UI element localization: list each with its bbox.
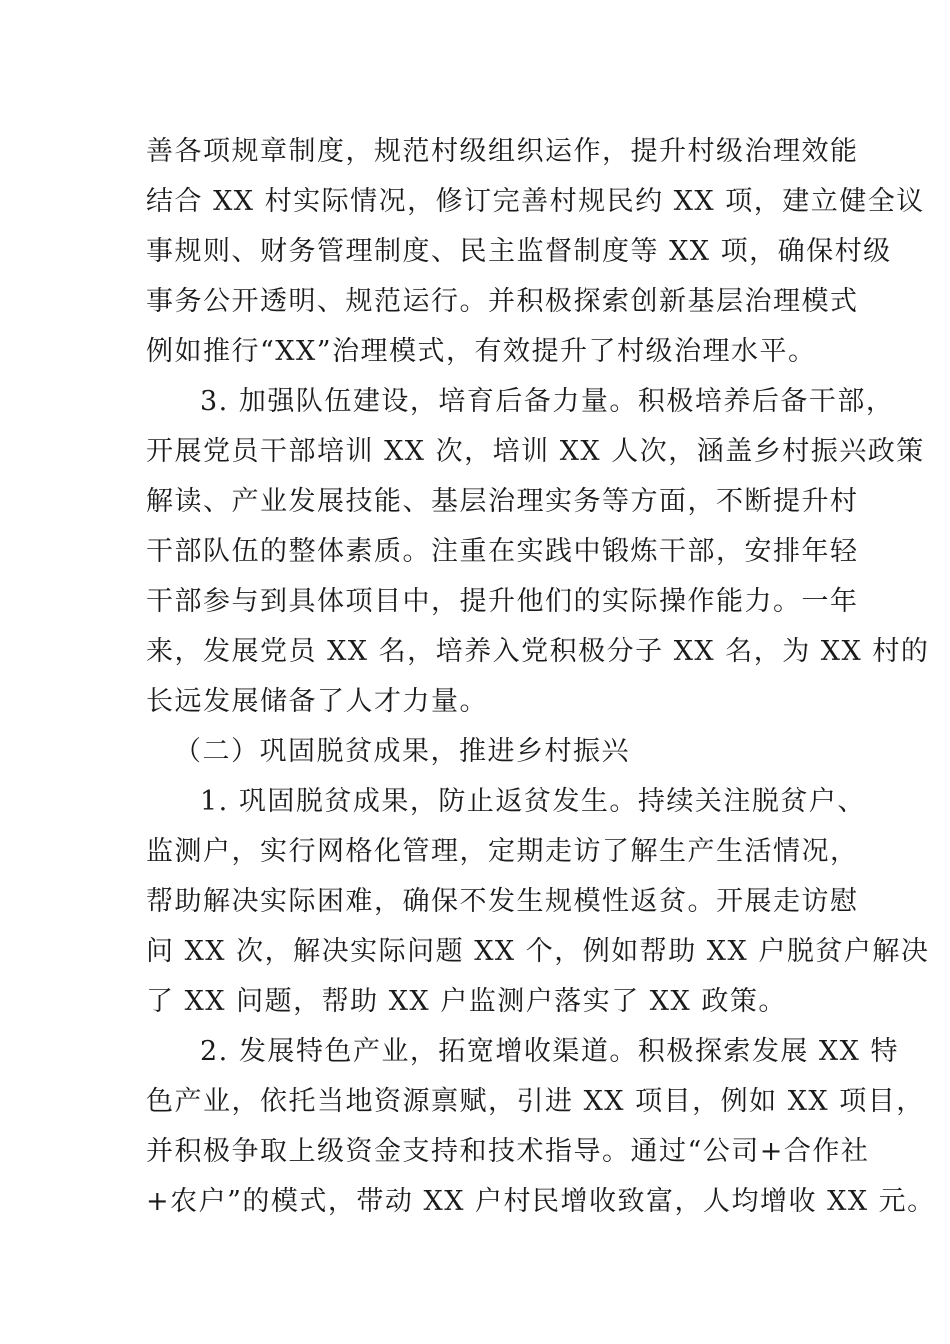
body-text-line: 干部参与到具体项目中，提升他们的实际操作能力。一年	[146, 586, 859, 617]
body-text-line: 解读、产业发展技能、基层治理实务等方面，不断提升村	[146, 486, 859, 517]
body-text-line: 长远发展储备了人才力量。	[146, 686, 488, 717]
paragraph-start-line: 2. 发展特色产业，拓宽增收渠道。积极探索发展 XX 特	[200, 1036, 899, 1067]
body-text-line: 问 XX 次，解决实际问题 XX 个，例如帮助 XX 户脱贫户解决	[146, 936, 930, 967]
body-text-line: 了 XX 问题，帮助 XX 户监测户落实了 XX 政策。	[146, 986, 787, 1017]
body-text-line: 结合 XX 村实际情况，修订完善村规民约 XX 项，建立健全议	[146, 186, 925, 217]
body-text-line: 并积极争取上级资金支持和技术指导。通过“公司+合作社	[146, 1136, 870, 1167]
body-text-line: 开展党员干部培训 XX 次，培训 XX 人次，涵盖乡村振兴政策	[146, 436, 925, 467]
body-text-line: 来，发展党员 XX 名，培养入党积极分子 XX 名，为 XX 村的	[146, 636, 930, 667]
body-text-line: 事规则、财务管理制度、民主监督制度等 XX 项，确保村级	[146, 236, 892, 267]
body-text-line: 帮助解决实际困难，确保不发生规模性返贫。开展走访慰	[146, 886, 859, 917]
paragraph-start-line: 1. 巩固脱贫成果，防止返贫发生。持续关注脱贫户、	[200, 786, 866, 817]
body-text-line: 事务公开透明、规范运行。并积极探索创新基层治理模式	[146, 286, 859, 317]
body-text-line: 善各项规章制度，规范村级组织运作，提升村级治理效能	[146, 136, 859, 167]
body-text-line: +农户”的模式，带动 XX 户村民增收致富，人均增收 XX 元。	[146, 1186, 936, 1217]
body-text-line: 色产业，依托当地资源禀赋，引进 XX 项目，例如 XX 项目，	[146, 1086, 925, 1117]
section-heading: （二）巩固脱贫成果，推进乡村振兴	[174, 736, 630, 767]
body-text-line: 监测户，实行网格化管理，定期走访了解生产生活情况，	[146, 836, 859, 867]
paragraph-start-line: 3. 加强队伍建设，培育后备力量。积极培养后备干部，	[200, 386, 895, 417]
body-text-line: 干部队伍的整体素质。注重在实践中锻炼干部，安排年轻	[146, 536, 859, 567]
body-text-line: 例如推行“XX”治理模式，有效提升了村级治理水平。	[146, 336, 817, 367]
